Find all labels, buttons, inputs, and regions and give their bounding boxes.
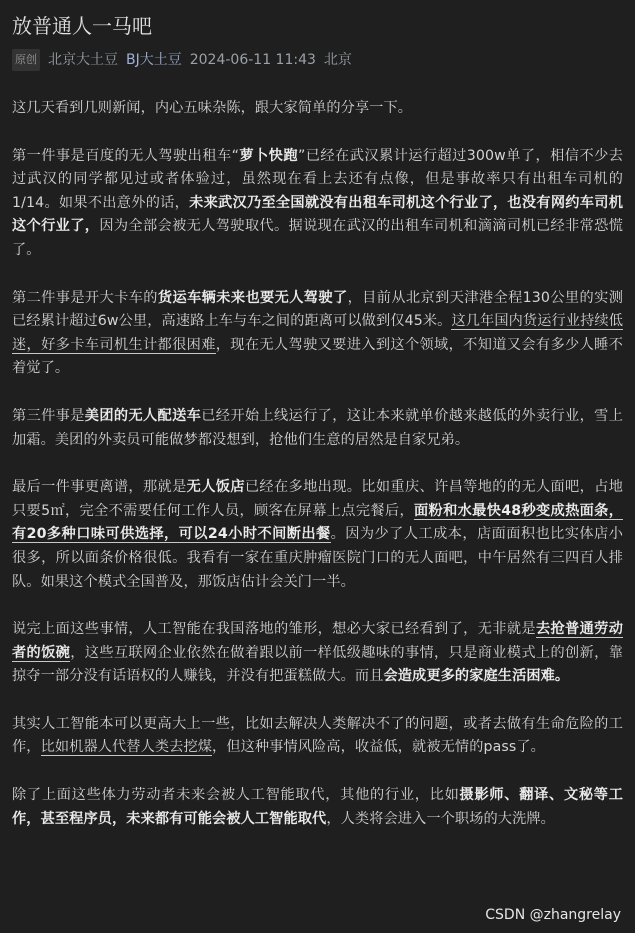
paragraph-text: ，但这种事情风险高，收益低，就被无情的pass了。 [212, 739, 545, 756]
highlighted-text: 无人饭店 [186, 479, 245, 496]
article-meta [12, 49, 623, 71]
highlighted-text: 美团的无人配送车 [84, 407, 202, 424]
highlighted-text: 面粉和水最快48秒变成热面条，有20多种口味可供选择，可以24小时不间断出餐 [12, 502, 623, 543]
paragraph-text: 说完上面这些事情，人工智能在我国落地的雏形，想必大家已经看到了，无非就是 [12, 621, 536, 638]
highlighted-text: 摄影师、翻译、文秘等工作，甚至程序员，未来都有可能会被人工智能取代 [12, 787, 623, 827]
article-paragraph [12, 476, 623, 594]
article-paragraph [12, 145, 623, 263]
article-body [12, 97, 623, 831]
paragraph-text: ，这些互联网企业依然在做着跟以前一样低级趣味的事情，只是商业模式上的创新，靠掠夺一部分没有话语权的人赚钱，并没有把蛋糕做大。而且 [12, 644, 623, 685]
paragraph-text: 第三件事是 [12, 407, 85, 424]
article-paragraph [12, 784, 623, 831]
paragraph-text: ”已经在武汉累计运行超过300w单了，相信不少去过武汉的同学都见过或者体验过，虽然现在看上去还有点像，但是事故率只有出租车司机的1/14。如果不出意外的话， [12, 147, 624, 211]
csdn-watermark: CSDN @zhangrelay [485, 907, 621, 923]
publish-location: 北京 [323, 52, 352, 68]
article-title: 放普通人一马吧 [12, 14, 152, 38]
paragraph-text: ，现在无人驾驶又要进入到这个领域，不知道又会有多少人睡不着觉了。 [12, 336, 623, 377]
highlighted-text: 比如机器人代替人类去挖煤 [40, 739, 213, 756]
paragraph-text: 第一件事是百度的无人驾驶出租车“ [12, 147, 240, 164]
paragraph-text: 这几天看到几则新闻，内心五味杂陈，跟大家简单的分享一下。 [12, 100, 413, 116]
article-paragraph [12, 618, 623, 689]
article-paragraph [12, 97, 623, 121]
highlighted-text: 这几年国内货运行业持续低迷，好多卡车司机生计都很困难 [12, 313, 623, 353]
paragraph-text: 除了上面这些体力劳动者未来会被人工智能取代，其他的行业，比如 [12, 787, 460, 804]
paragraph-text: ，人类将会进入一个职场的大洗牌。 [326, 810, 555, 827]
highlighted-text: 萝卜快跑 [239, 147, 298, 164]
paragraph-text: 因为全部会被无人驾驶取代。据说现在武汉的出租车司机和滴滴司机已经非常恐慌了。 [12, 218, 623, 258]
article-paragraph [12, 405, 623, 452]
paragraph-text: 第二件事是开大卡车的 [12, 289, 158, 306]
article-paragraph [12, 713, 623, 760]
source-name[interactable]: 北京大土豆 [48, 52, 118, 68]
paragraph-text: ，目前从北京到天津港全程130公里的实测已经累计超过6w公里，高速路上车与车之间的距离可以做到仅45米。 [12, 289, 623, 330]
paragraph-text: 最后一件事更离谱，那就是 [12, 479, 187, 496]
paragraph-text: 其实人工智能本可以更高大上一些，比如去解决人类解决不了的问题，或者去做有生命危险的工作， [12, 715, 623, 756]
article-paragraph [12, 287, 623, 381]
highlighted-text: 去抢普通劳动者的饭碗 [12, 621, 623, 661]
paragraph-text: 已经在多地出现。比如重庆、许昌等地的的无人面吧，占地只要5㎡，完全不需要任何工作人员，顾客在屏幕上点完餐后， [12, 479, 624, 519]
paragraph-text: 已经开始上线运行了，这让本来就单价越来越低的外卖行业，雪上加霜。美团的外卖员可能做梦都没想到，抢他们生意的居然是自家兄弟。 [12, 407, 623, 448]
highlighted-text: 货运车辆未来也要无人驾驶了 [157, 289, 348, 306]
highlighted-text: 会造成更多的家庭生活困难。 [383, 668, 570, 685]
author-link[interactable]: BJ大土豆 [126, 52, 182, 68]
paragraph-text: 。因为少了人工成本，店面面积也比实体店小很多，所以面条价格很低。我看有一家在重庆肿瘤医院门口的无人面吧，中午居然有三四百人排队。如果这个模式全国普及，那饭店估计会关门一半。 [12, 526, 623, 590]
highlighted-text: 未来武汉乃至全国就没有出租车司机这个行业了，也没有网约车司机这个行业了， [12, 194, 623, 235]
original-badge: 原创 [12, 49, 40, 71]
publish-datetime: 2024-06-11 11:43 [189, 52, 316, 68]
